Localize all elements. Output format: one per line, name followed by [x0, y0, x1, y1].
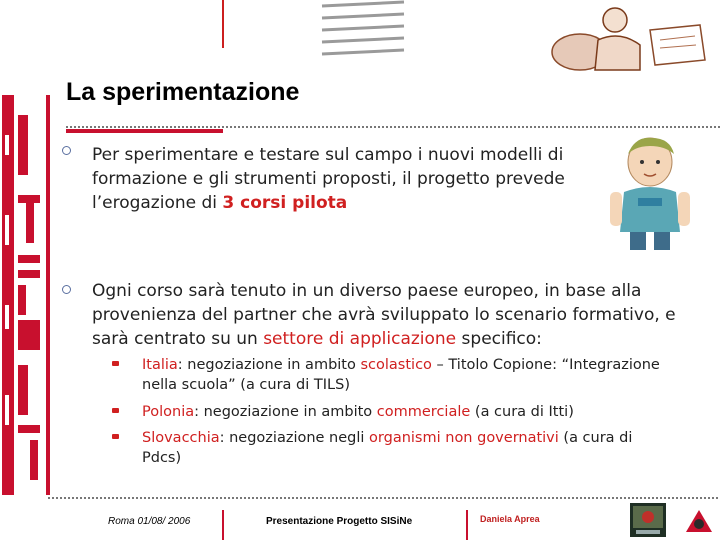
bullet-1-highlight: 3 corsi pilota — [222, 193, 348, 213]
footer-separator — [222, 510, 224, 540]
sub-bullet-country: Italia — [142, 357, 178, 373]
footer-date: Roma 01/08/ 2006 — [108, 516, 191, 527]
sub-bullet-country: Polonia — [142, 404, 195, 420]
footer-presentation-title: Presentazione Progetto SISiNe — [266, 516, 413, 527]
sub-bullet-mid: : negoziazione negli — [219, 430, 370, 446]
sub-bullet-italia — [142, 355, 662, 395]
footer-divider — [48, 497, 720, 499]
bullet-2-highlight: settore di applicazione — [263, 329, 457, 349]
title-divider — [66, 126, 720, 128]
footer-logo-image — [630, 503, 666, 537]
sub-bullet-country: Slovacchia — [142, 430, 220, 446]
top-red-line — [222, 0, 224, 48]
bullet-2-text-after: specifico: — [456, 329, 542, 349]
bullet-text-1 — [92, 143, 592, 215]
bullet-text-2 — [92, 279, 692, 351]
meeting-sketch-image — [540, 0, 715, 78]
red-square-bullet-icon — [112, 408, 119, 413]
sub-bullet-sector: organismi non governativi — [369, 430, 559, 446]
footer-partner-logo — [680, 504, 718, 538]
sub-bullet-polonia — [142, 402, 662, 422]
decorative-stripes — [318, 0, 408, 60]
sub-bullet-rest: – Titolo Copione: “Integrazione nella scuola” (a cura di TILS) — [142, 357, 660, 393]
sub-bullet-rest: (a cura di Itti) — [470, 404, 574, 420]
red-square-bullet-icon — [112, 361, 119, 366]
footer-author: Daniela Aprea — [480, 514, 540, 524]
footer-separator — [466, 510, 468, 540]
page-title: La sperimentazione — [66, 78, 300, 106]
sub-bullet-mid: : negoziazione in ambito — [177, 357, 361, 373]
side-logo-strip — [0, 95, 50, 500]
title-accent-bar — [66, 129, 223, 133]
sub-bullet-mid: : negoziazione in ambito — [194, 404, 377, 420]
left-accent-rail — [46, 95, 50, 495]
bullet-2-text: Ogni corso sarà tenuto in un diverso paese europeo, in base alla provenienza del partner che avrà sviluppato lo scenario formativo, e sarà centrato su un — [92, 281, 676, 349]
bullet-1-text: Per sperimentare e testare sul campo i nuovi modelli di formazione e gli strumenti proposti, il progetto prevede l’erogazione di — [92, 145, 565, 213]
sub-bullet-rest: (a cura di Pdcs) — [142, 430, 633, 466]
sub-bullet-sector: scolastico — [360, 357, 432, 373]
sub-bullet-slovacchia — [142, 428, 662, 468]
person-illustration — [590, 132, 710, 252]
sub-bullet-sector: commerciale — [376, 404, 471, 420]
ring-bullet-icon — [62, 285, 71, 294]
red-square-bullet-icon — [112, 434, 119, 439]
ring-bullet-icon — [62, 146, 71, 155]
